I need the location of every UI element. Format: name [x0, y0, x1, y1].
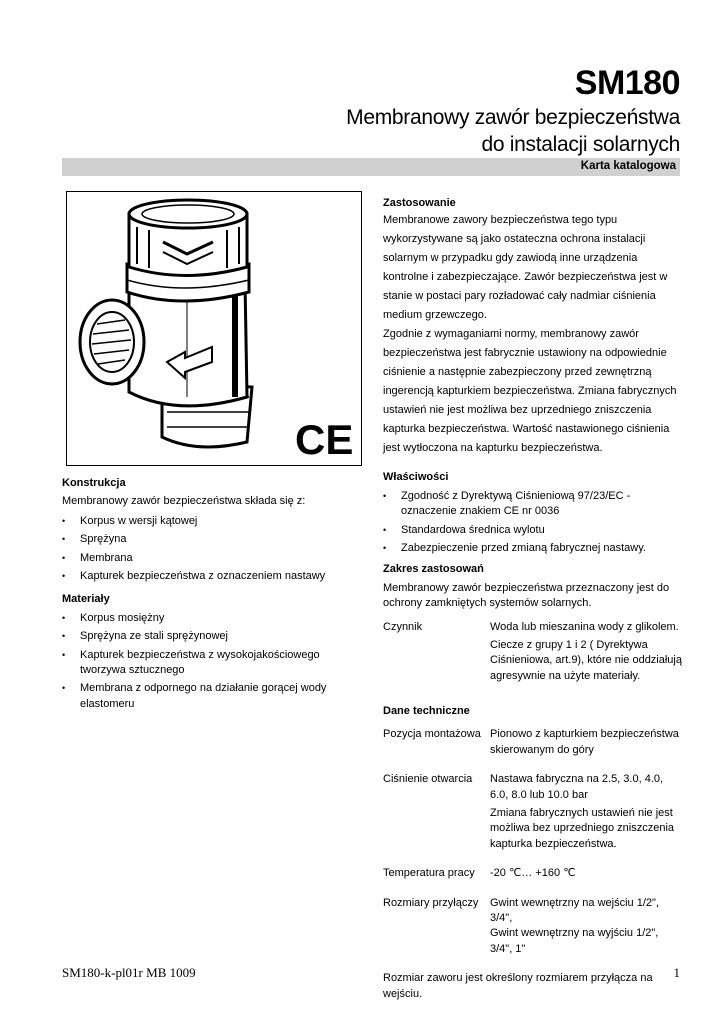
rozmiary-label: Rozmiary przyłączy: [383, 896, 479, 909]
document-code: SM180-k-pl01r MB 1009: [62, 965, 196, 980]
rozmiar-note: Rozmiar zaworu jest określony rozmiarem przyłącza na wejściu.: [383, 972, 653, 1000]
rozmiary-value-2: Gwint wewnętrzny na wyjściu 1/2", 3/4", 1": [490, 927, 659, 955]
list-item: • Kapturek bezpieczeństwa z wysokojakościowego tworzywa sztucznego: [62, 648, 352, 679]
konstrukcja-list: [62, 514, 352, 585]
list-item: • Korpus mosiężny: [62, 611, 352, 626]
page-number: 1: [673, 965, 680, 980]
right-column: [383, 196, 683, 1002]
list-item: • Sprężyna ze stali sprężynowej: [62, 629, 352, 644]
cisnienie-label: Ciśnienie otwarcia: [383, 773, 473, 786]
pozycja-value: Pionowo z kapturkiem bezpieczeństwa skierowanym do góry: [490, 728, 679, 756]
list-item: • Zabezpieczenie przed zmianą fabrycznej nastawy.: [383, 541, 683, 556]
rozmiary-value: [490, 896, 683, 972]
table-row: [383, 727, 683, 772]
temperatura-label: Temperatura pracy: [383, 867, 475, 880]
list-item: • Membrana z odpornego na działanie gorącej wody elastomeru: [62, 681, 352, 712]
list-item: • Korpus w wersji kątowej: [62, 514, 352, 529]
temperatura-value: -20 ℃… +160 ℃: [490, 867, 576, 880]
rozmiary-value-1: Gwint wewnętrzny na wejściu 1/2", 3/4",: [490, 896, 659, 924]
cisnienie-value: [490, 772, 683, 866]
subtitle-line-2: do instalacji solarnych: [481, 133, 680, 156]
konstrukcja-intro: Membranowy zawór bezpieczeństwa składa się z:: [62, 495, 306, 508]
konstrukcja-heading: Konstrukcja: [62, 477, 126, 489]
list-item: • Sprężyna: [62, 532, 352, 547]
product-figure: [66, 191, 362, 466]
table-row: [383, 896, 683, 972]
cisnienie-value-2: Zmiana fabrycznych ustawień nie jest możliwa bez uprzedniego zniszczenia kapturka bezpieczeństwa.: [490, 807, 675, 850]
wlasciwosci-heading: Właściwości: [383, 471, 449, 484]
dane-heading: Dane techniczne: [383, 705, 470, 718]
czynnik-value-2: Ciecze z grupy 1 i 2 ( Dyrektywa Ciśnieniowa, art.9), które nie oddziałują agresywnie na użyte materiały.: [490, 638, 682, 682]
czynnik-value-1: Woda lub mieszanina wody z glikolem.: [490, 620, 679, 633]
subtitle-line-1: Membranowy zawór bezpieczeństwa: [346, 106, 680, 129]
zakres-table: [383, 620, 683, 699]
materialy-list: [62, 611, 352, 712]
zastosowanie-paragraph-1: Membranowe zawory bezpieczeństwa tego typu wykorzystywane są jako ostateczna ochrona instalacji solarnym w przypadku gdy zawiodą inne urządzenia kontrolne i zabezpieczające. Zawór bezpieczeństwa jest w stanie w postaci pary rozładować cały nadmiar ciśnienia medium grzewczego.: [383, 214, 668, 322]
table-row: [383, 772, 683, 866]
band-label: Karta katalogowa: [580, 160, 676, 172]
list-item: • Kapturek bezpieczeństwa z oznaczeniem nastawy: [62, 569, 352, 584]
left-column: [62, 476, 352, 718]
table-row: [383, 866, 683, 895]
list-item: • Membrana: [62, 551, 352, 566]
zakres-paragraph: Membranowy zawór bezpieczeństwa przeznaczony jest do ochrony zamkniętych systemów solarnych.: [383, 581, 670, 610]
table-row: [383, 620, 683, 699]
wlasciwosci-list: [383, 489, 683, 557]
czynnik-value: [490, 620, 683, 699]
valve-illustration-icon: [67, 192, 361, 465]
page-title: SM180: [574, 64, 680, 102]
pozycja-label: Pozycja montażowa: [383, 728, 481, 741]
zastosowanie-heading: Zastosowanie: [383, 197, 456, 209]
zakres-heading: Zakres zastosowań: [383, 563, 484, 576]
list-item: • Zgodność z Dyrektywą Ciśnieniową 97/23/EC - oznaczenie znakiem CE nr 0036: [383, 489, 683, 520]
materialy-heading: Materiały: [62, 593, 110, 606]
czynnik-label: Czynnik: [383, 620, 423, 633]
ce-mark: CE: [295, 416, 354, 463]
cisnienie-value-1: Nastawa fabryczna na 2.5, 3.0, 4.0, 6.0, 8.0 lub 10.0 bar: [490, 773, 664, 801]
zastosowanie-paragraph-2: Zgodnie z wymaganiami normy, membranowy zawór bezpieczeństwa jest fabrycznie ustawiony na odpowiednie ciśnienie a następnie zabezpieczony przed zewnętrzną ingerencją kapturkiem bezpieczeństwa. Zmiana fabrycznych ustawień nie jest możliwa bez uprzedniego zniszczenia kapturka bezpieczeństwa. Wartość nastawionego ciśnienia jest wytłoczona na kapturku bezpieczeństwa.: [383, 328, 677, 455]
dane-table: [383, 727, 683, 971]
list-item: • Standardowa średnica wylotu: [383, 523, 683, 538]
